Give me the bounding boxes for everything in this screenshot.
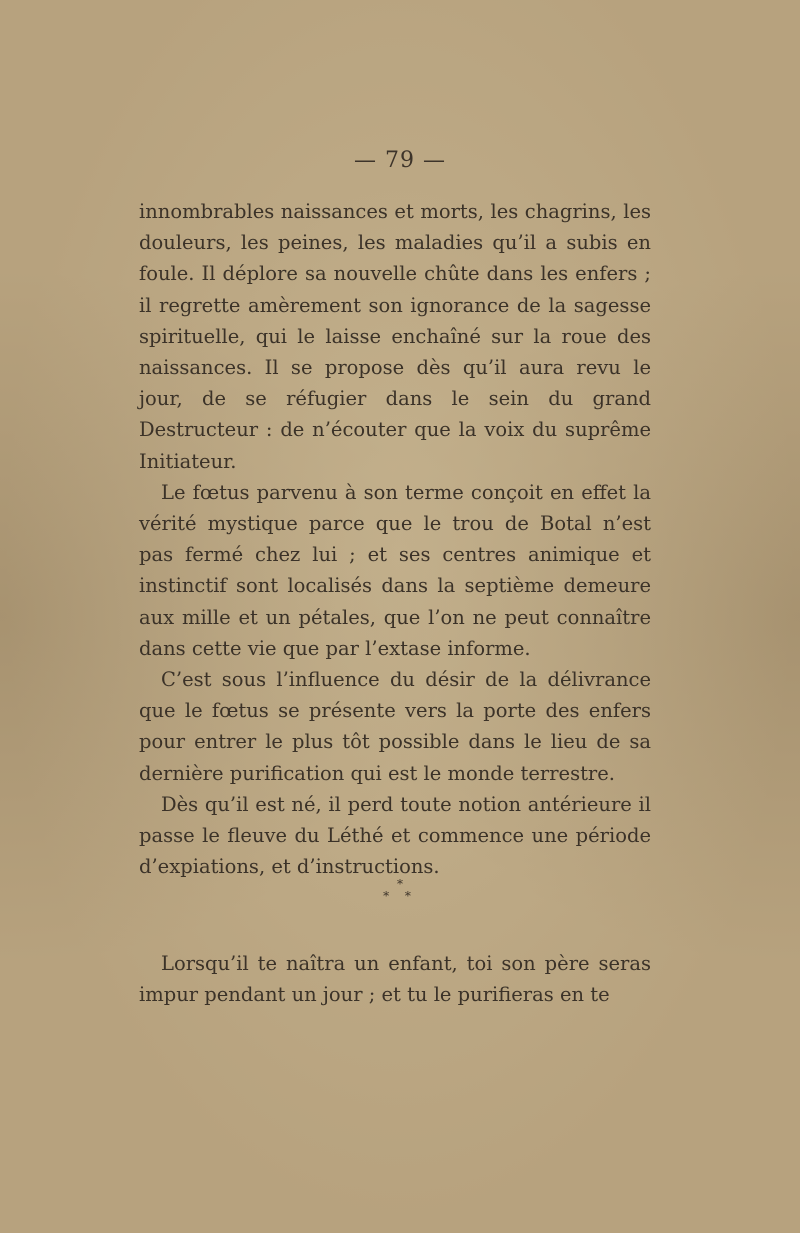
paragraph-final: Lorsqu’il te naîtra un enfant, toi son père seras impur pendant un jour ; et tu le purifieras en te — [139, 952, 651, 1007]
paragraph-1: innombrables naissances et morts, les chagrins, les douleurs, les peines, les maladies qu’il a subis en foule. Il déplore sa nouvelle chûte dans les enfers ; il regrette amèrement son ignorance de la sagesse spirituelle, qui le laisse enchaîné sur la roue des naissances. Il se propose dès qu’il aura revu le jour, de se réfugier dans le sein du grand Destructeur : de n’écouter que la voix du suprême Initiateur. — [139, 200, 651, 473]
paragraph-2: Le fœtus parvenu à son terme conçoit en effet la vérité mystique parce que le trou de Botal n’est pas fermé chez lui ; et ses centres animique et instinctif sont localisés dans la septième demeure aux mille et un pétales, que l’on ne peut connaître dans cette vie que par l’extase informe. — [139, 480, 651, 660]
page-number: — 79 — — [354, 148, 446, 173]
main-text — [139, 196, 651, 882]
paragraph-4: Dès qu’il est né, il perd toute notion antérieure il passe le fleuve du Léthé et commence une période d’expiations, et d’instructions. — [139, 792, 651, 879]
separator-asterisk-top: * — [397, 877, 403, 891]
separator-asterisks-bottom: * * — [383, 889, 417, 903]
final-text — [139, 948, 651, 1010]
section-separator — [0, 878, 800, 902]
paragraph-3: C’est sous l’influence du désir de la délivrance que le fœtus se présente vers la porte des enfers pour entrer le plus tôt possible dans le lieu de sa dernière purification qui est le monde terrestre. — [139, 668, 651, 785]
